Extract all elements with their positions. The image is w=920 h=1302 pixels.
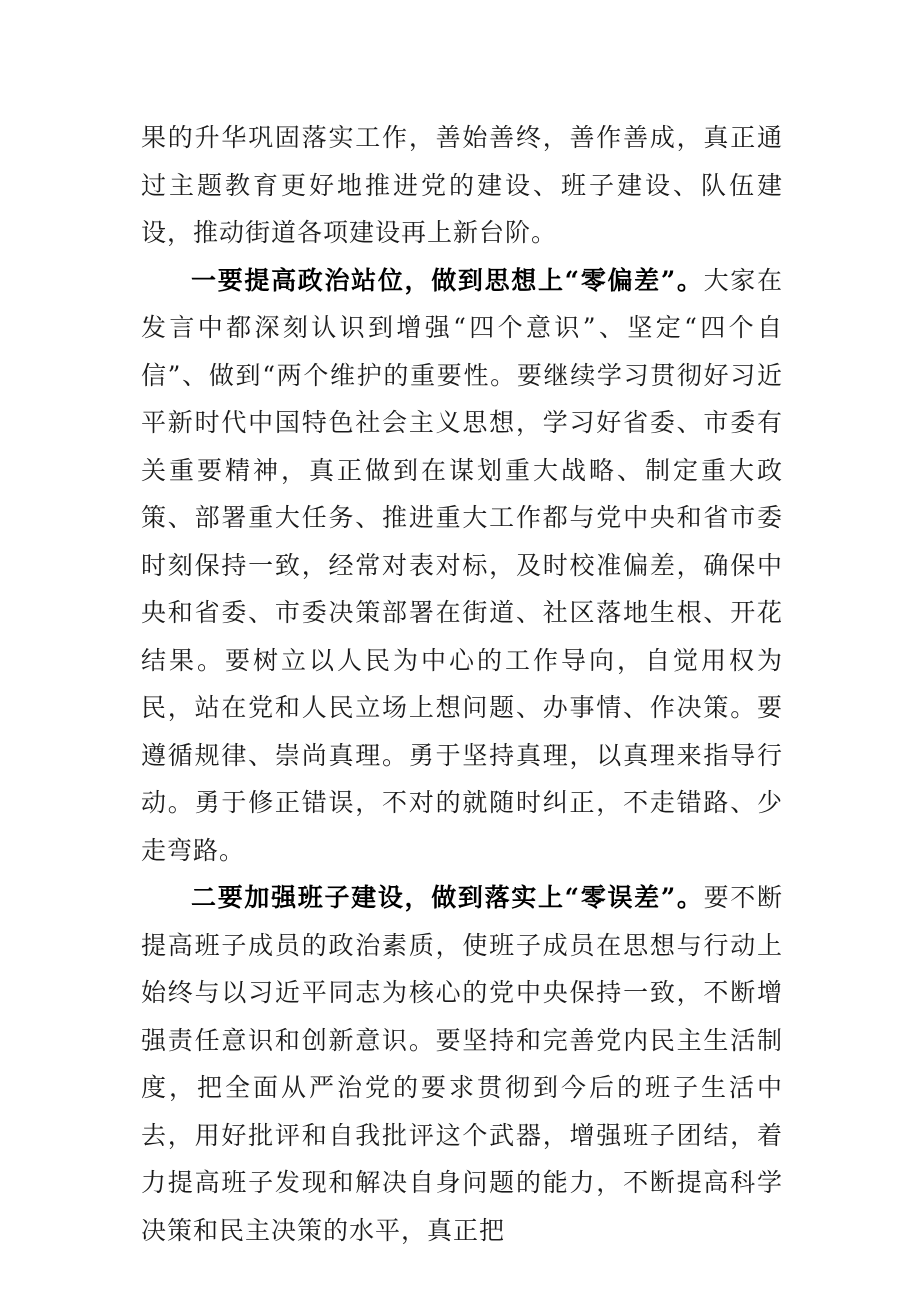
paragraph-text: 要不断提高班子成员的政治素质，使班子成员在思想与行动上始终与以习近平同志为核心的党中央保持一致，不断增强责任意识和创新意识。要坚持和完善党内民主生活制度，把全面从严治党的要求贯彻到今后的班子生活中去，用好批评和自我批评这个武器，增强班子团结，着力提高班子发现和解决自身问题的能力，不断提高科学决策和民主决策的水平，真正把 — [141, 883, 783, 1245]
paragraph-heading: 二要加强班子建设，做到落实上“零误差”。 — [191, 883, 704, 912]
document-body — [141, 114, 783, 1254]
paragraph-team-building — [141, 874, 783, 1254]
paragraph-heading: 一要提高政治站位，做到思想上“零偏差”。 — [191, 265, 704, 295]
paragraph-text: 大家在发言中都深刻认识到增强“四个意识”、坚定“四个自信”、做到“两个维护的重要性。要继续学习贯彻好习近平新时代中国特色社会主义思想，学习好省委、市委有关重要精神，真正做到在谋划重大战略、制定重大政策、部署重大任务、推进重大工作都与党中央和省市委时刻保持一致，经常对表对标，及时校准偏差，确保中央和省委、市委决策部署在街道、社区落地生根、开花结果。要树立以人民为中心的工作导向，自觉用权为民，站在党和人民立场上想问题、办事情、作决策。要遵循规律、崇尚真理。勇于坚持真理，以真理来指导行动。勇于修正错误，不对的就随时纠正，不走错路、少走弯路。 — [141, 265, 783, 865]
paragraph-political-stance — [141, 257, 783, 875]
paragraph-continuation — [141, 114, 783, 257]
paragraph-text: 果的升华巩固落实工作，善始善终，善作善成，真正通过主题教育更好地推进党的建设、班子建设、队伍建设，推动街道各项建设再上新台阶。 — [141, 123, 783, 247]
